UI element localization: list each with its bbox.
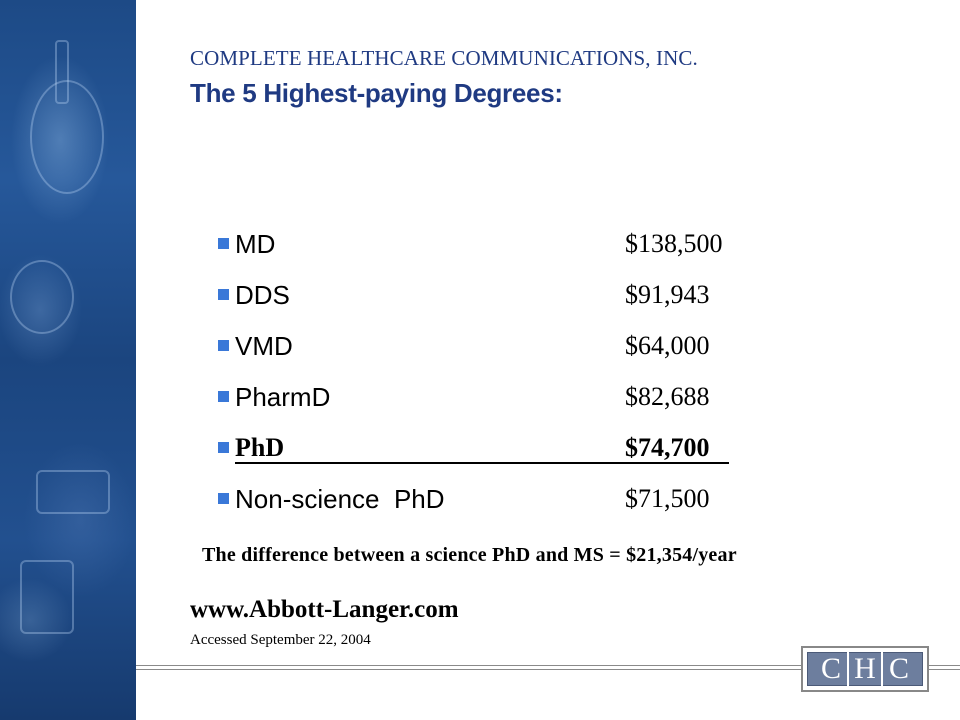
square-bullet-icon — [218, 391, 229, 402]
source-url: www.Abbott-Langer.com — [190, 596, 459, 623]
accessed-date: Accessed September 22, 2004 — [190, 632, 371, 648]
degree-label: Non-science PhD — [235, 484, 445, 514]
degree-label: MD — [235, 229, 276, 259]
side-photo-panel — [0, 0, 136, 720]
square-bullet-icon — [218, 340, 229, 351]
degree-salary-list — [218, 226, 738, 532]
salary-value: $71,500 — [625, 484, 710, 513]
list-item — [218, 277, 738, 328]
salary-value: $64,000 — [625, 331, 710, 360]
flask-neck-shape — [55, 40, 69, 104]
logo-letter: H — [847, 652, 881, 686]
salary-value: $91,943 — [625, 280, 710, 309]
list-item — [218, 226, 738, 277]
salary-value: $74,700 — [625, 433, 710, 462]
list-item — [218, 481, 738, 532]
square-bullet-icon — [218, 238, 229, 249]
logo-plate — [807, 652, 923, 686]
highlight-underline — [235, 462, 729, 464]
difference-note: The difference between a science PhD and MS = $21,354/year — [202, 544, 737, 566]
logo-letter: C — [881, 652, 915, 686]
square-bullet-icon — [218, 442, 229, 453]
square-bullet-icon — [218, 493, 229, 504]
chc-logo — [801, 646, 929, 692]
scientist-shape — [10, 260, 74, 334]
square-bullet-icon — [218, 289, 229, 300]
degree-label: PharmD — [235, 382, 331, 412]
company-name: COMPLETE HEALTHCARE COMMUNICATIONS, INC. — [190, 46, 698, 70]
degree-label: VMD — [235, 331, 293, 361]
lab-bench-shape — [36, 470, 110, 514]
logo-letter: C — [820, 652, 841, 685]
degree-label: DDS — [235, 280, 290, 310]
list-item-highlighted — [218, 430, 738, 481]
salary-value: $138,500 — [625, 229, 723, 258]
degree-label: PhD — [235, 433, 285, 462]
list-item — [218, 328, 738, 379]
salary-value: $82,688 — [625, 382, 710, 411]
slide-title: The 5 Highest-paying Degrees: — [190, 78, 563, 108]
list-item — [218, 379, 738, 430]
lab-equipment-shape — [20, 560, 74, 634]
